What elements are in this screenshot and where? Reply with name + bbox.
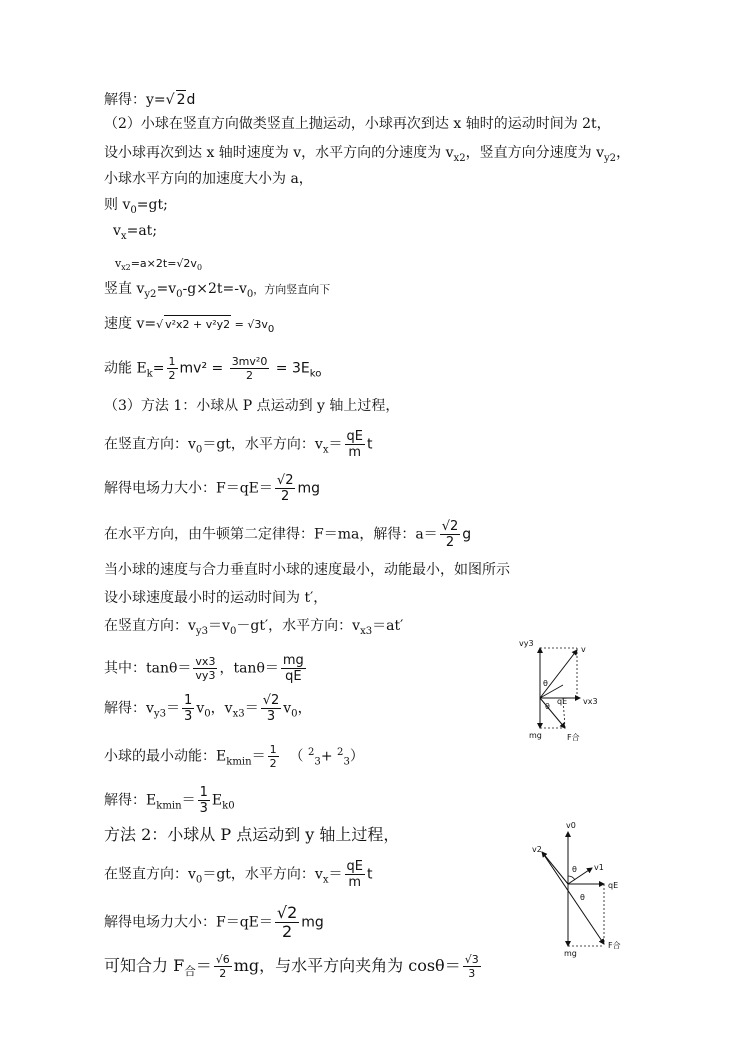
text: ，竖直方向分速度为 v xyxy=(465,145,604,161)
text: + xyxy=(320,748,338,765)
text: E xyxy=(211,792,223,809)
label-v2: v2 xyxy=(532,845,542,854)
label-qE: qE xyxy=(608,881,619,890)
text: 解得电场力大小：F＝qE＝ xyxy=(104,480,273,497)
fraction xyxy=(275,474,296,503)
text: －gt′，水平方向：v xyxy=(236,618,361,634)
part3-line7 xyxy=(104,617,403,635)
fraction xyxy=(281,654,306,683)
label-theta-1: θ xyxy=(572,865,577,874)
method2-line1: 方法 2：小球从 P 点运动到 y 轴上过程， xyxy=(104,825,400,844)
fraction xyxy=(261,694,282,723)
sub: 0 xyxy=(176,288,183,300)
numerator: 3mv²0 xyxy=(231,355,268,368)
numerator: 1 xyxy=(168,355,176,368)
text: mg，与水平方向夹角为 cosθ＝ xyxy=(233,956,461,975)
text: ，方向竖直向下 xyxy=(253,283,331,296)
sub: x3 xyxy=(232,708,245,720)
numerator: 1 xyxy=(199,785,208,800)
denominator: 3 xyxy=(184,709,193,724)
result-y: 解得：y=√ 2d xyxy=(104,92,196,108)
text: 可知合力 F xyxy=(104,956,185,975)
text: mg xyxy=(297,480,320,497)
sub: 0 xyxy=(195,444,203,456)
sub: 0 xyxy=(267,323,275,335)
denominator: m xyxy=(348,875,362,890)
text: ＝ xyxy=(195,956,212,975)
part2-line5 xyxy=(113,222,157,240)
fraction xyxy=(268,744,279,769)
fraction xyxy=(198,786,210,815)
text: 在水平方向，由牛顿第二定律得：F＝ma，解得：a＝ xyxy=(104,526,438,543)
denominator: 2 xyxy=(445,535,455,550)
text: 设小球再次到达 x 轴时速度为 v，水平方向的分速度为 v xyxy=(104,145,454,161)
text: 解得：v xyxy=(104,700,154,717)
text: v xyxy=(113,223,121,239)
fraction xyxy=(345,860,365,889)
sub: x xyxy=(322,444,329,456)
part2-line3: 小球水平方向的加速度大小为 a， xyxy=(104,171,313,187)
denominator: vy3 xyxy=(195,669,216,682)
label-vx3: vx3 xyxy=(583,697,598,706)
text: ＝ xyxy=(251,748,266,765)
numerator: qE xyxy=(346,429,363,444)
sub: 0 xyxy=(195,874,203,886)
sub: 3 xyxy=(343,756,350,768)
text: ＝ xyxy=(166,700,181,717)
denominator: 2 xyxy=(219,967,227,980)
label-v: v xyxy=(581,645,586,654)
text: ，tanθ＝ xyxy=(219,660,279,677)
numerator: √3 xyxy=(464,953,479,966)
text: =v xyxy=(156,281,177,297)
fraction xyxy=(182,694,194,723)
text: 在竖直方向：v xyxy=(104,618,196,634)
sub: k0 xyxy=(222,800,235,812)
method2-line3 xyxy=(104,905,324,940)
numerator: mg xyxy=(282,653,304,668)
text: ＝gt，水平方向：v xyxy=(202,866,323,883)
fraction xyxy=(463,954,481,979)
text: v xyxy=(283,700,292,717)
text: 解得电场力大小：F＝qE＝ xyxy=(104,914,273,931)
sub: x3 xyxy=(360,625,373,637)
vector-diagram-2 xyxy=(528,818,628,958)
label-qE: qE xyxy=(557,697,568,706)
part3-line4 xyxy=(104,520,471,549)
numerator: √2 xyxy=(441,519,459,534)
fraction xyxy=(345,430,365,459)
part2-line9 xyxy=(104,356,321,381)
part3-line3 xyxy=(104,474,320,503)
sup: 2 xyxy=(307,746,315,758)
text: 则 v xyxy=(104,197,131,213)
sub: x2 xyxy=(453,152,466,164)
text: ， xyxy=(616,145,631,161)
sub: x xyxy=(120,230,127,242)
text: ＝v xyxy=(208,618,230,634)
text: ＝ xyxy=(328,436,343,453)
fraction xyxy=(230,356,270,381)
denominator: qE xyxy=(285,669,302,684)
numerator: qE xyxy=(346,859,363,874)
text: g xyxy=(462,526,472,543)
text: t xyxy=(367,866,373,883)
text: ＝gt，水平方向：v xyxy=(202,436,323,453)
fraction xyxy=(214,954,232,979)
sub: y2 xyxy=(144,288,157,300)
text: v xyxy=(196,700,205,717)
sub: kmin xyxy=(226,756,252,768)
text: mg xyxy=(301,914,324,931)
denominator: 2 xyxy=(168,369,176,382)
text: ＝ xyxy=(181,792,196,809)
part3-line10 xyxy=(104,744,364,769)
label-theta-2: θ xyxy=(580,893,585,902)
part3-line8 xyxy=(104,654,308,683)
label-theta-2: θ xyxy=(545,702,550,711)
text: = xyxy=(152,360,165,377)
denominator: 2 xyxy=(281,489,290,504)
text: v xyxy=(115,257,122,270)
text: 解得：E xyxy=(104,792,157,809)
angle-arc xyxy=(568,876,575,880)
text: （ xyxy=(289,748,308,765)
text: d xyxy=(186,92,196,108)
text: 在竖直方向：v xyxy=(104,436,196,453)
part3-line9 xyxy=(104,694,312,723)
label-F: F合 xyxy=(567,733,580,742)
sub: y2 xyxy=(603,152,617,164)
v-arrow xyxy=(540,650,577,698)
text: =gt; xyxy=(136,197,168,213)
v2-arrow xyxy=(542,852,568,884)
text: mv² = xyxy=(179,360,228,377)
part3-line2 xyxy=(104,430,373,459)
method2-line2 xyxy=(104,860,373,889)
sub: k xyxy=(146,368,153,380)
label-vy3: vy3 xyxy=(519,639,534,648)
sub: y3 xyxy=(153,708,167,720)
denominator: 2 xyxy=(269,757,277,770)
numerator: 1 xyxy=(184,693,193,708)
text: =at; xyxy=(126,223,158,239)
sub: 0 xyxy=(246,288,254,300)
vector-diagram-1 xyxy=(515,630,605,748)
sub: 0 xyxy=(196,263,202,273)
text: 竖直 v xyxy=(104,281,145,297)
sub: 3 xyxy=(314,756,321,768)
label-mg: mg xyxy=(529,731,542,740)
sub: ko xyxy=(309,368,322,380)
text: = 3E xyxy=(271,360,310,377)
fraction xyxy=(275,905,299,940)
part3-line6: 设小球速度最小时的运动时间为 t′， xyxy=(104,590,328,606)
denominator: 2 xyxy=(246,369,253,382)
part2-line8: 速度 v=√ $v^2x2 + v^2y2 = √3v_0$ xyxy=(104,316,275,335)
part3-line5: 当小球的速度与合力垂直时小球的速度最小，动能最小，如图所示 xyxy=(104,562,510,578)
radicand: v²x2 + v²y2 xyxy=(164,315,231,334)
text: 动能 E xyxy=(104,360,147,377)
denominator: 3 xyxy=(199,801,208,816)
sub: 0 xyxy=(229,625,237,637)
text: ＝at′ xyxy=(372,618,404,634)
part2-line6 xyxy=(115,255,202,273)
sub: 合 xyxy=(184,964,196,979)
text: ） xyxy=(349,748,364,765)
fraction xyxy=(193,656,217,681)
text: t xyxy=(367,436,373,453)
sub: kmin xyxy=(156,800,182,812)
sub: x2 xyxy=(121,263,131,273)
text: ，v xyxy=(210,700,233,717)
label-theta-1: θ xyxy=(543,679,548,688)
text: 小球的最小动能：E xyxy=(104,748,227,765)
text: =a×2t=√2v xyxy=(130,257,197,270)
numerator: √2 xyxy=(262,693,280,708)
part3-line11 xyxy=(104,786,235,815)
numerator: √2 xyxy=(276,903,298,922)
text: 速度 v= xyxy=(104,316,157,332)
text: 解得：y= xyxy=(104,92,166,108)
numerator: 1 xyxy=(269,743,277,756)
text: ， xyxy=(297,700,312,717)
denominator: m xyxy=(348,445,362,460)
sub: x xyxy=(322,874,329,886)
label-v0: v0 xyxy=(566,821,576,830)
part2-line2 xyxy=(104,144,630,162)
sub: 0 xyxy=(204,708,211,720)
part2-line7 xyxy=(104,280,330,299)
denominator: 3 xyxy=(468,967,476,980)
part2-line4 xyxy=(104,196,168,214)
fraction xyxy=(440,520,461,549)
label-mg: mg xyxy=(564,949,577,958)
label-F: F合 xyxy=(608,941,621,950)
text: 在竖直方向：v xyxy=(104,866,196,883)
denominator: 3 xyxy=(266,709,276,724)
text: -g×2t=-v xyxy=(182,281,247,297)
text: ＝ xyxy=(328,866,343,883)
numerator: √2 xyxy=(276,473,294,488)
text: = √3v xyxy=(231,318,268,331)
text: 其中：tanθ＝ xyxy=(104,660,192,677)
radicand: 2 xyxy=(176,92,186,108)
text: ＝ xyxy=(244,700,259,717)
sub: y3 xyxy=(195,625,209,637)
method2-line4 xyxy=(104,954,483,979)
sub: 0 xyxy=(291,708,298,720)
label-v1: v1 xyxy=(594,863,604,872)
numerator: √6 xyxy=(215,953,230,966)
part2-line1: （2）小球在竖直方向做类竖直上抛运动，小球再次到达 x 轴时的运动时间为 2t， xyxy=(104,116,611,132)
denominator: 2 xyxy=(282,922,293,941)
numerator: vx3 xyxy=(195,655,216,668)
fraction xyxy=(167,356,178,381)
sub: 0 xyxy=(130,204,137,216)
sup: 2 xyxy=(337,746,344,758)
part3-line1: （3）方法 1：小球从 P 点运动到 y 轴上过程， xyxy=(104,398,400,414)
